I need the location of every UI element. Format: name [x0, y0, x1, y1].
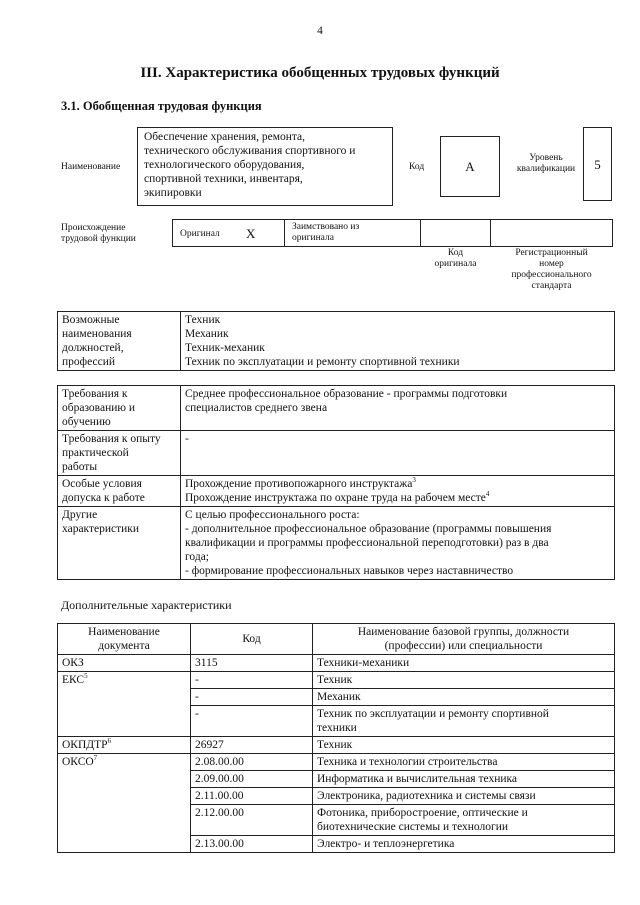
- table-row: [58, 672, 615, 689]
- reg-number-label: Регистрационный номер профессионального стандарта: [511, 248, 592, 291]
- level-label: Уровень квалификации: [516, 153, 576, 174]
- name-cell: Техник: [313, 737, 615, 754]
- name-cell: Техники-механики: [313, 655, 615, 672]
- code-label: Код: [409, 162, 425, 172]
- other-label: Другие характеристики: [58, 507, 181, 580]
- table-row: [58, 754, 615, 771]
- reg-number-cell: [490, 219, 613, 247]
- section-title: III. Характеристика обобщенных трудовых функций: [140, 65, 500, 81]
- code-cell: 2.11.00.00: [191, 788, 313, 805]
- experience-values: -: [181, 431, 615, 476]
- subsection-title: 3.1. Обобщенная трудовая функция: [61, 99, 262, 113]
- original-label: Оригинал: [180, 229, 220, 239]
- name-cell: Информатика и вычислительная техника: [313, 771, 615, 788]
- positions-row: [58, 312, 615, 371]
- code-original-label: Код оригинала: [434, 248, 477, 269]
- education-label: Требования к образованию и обучению: [58, 386, 181, 431]
- table-header-row: [58, 624, 615, 655]
- positions-table: [57, 311, 615, 371]
- header-name: Наименование базовой группы, должности (профессии) или специальности: [313, 624, 615, 655]
- table-row: [58, 476, 615, 507]
- name-cell: Техник: [313, 672, 615, 689]
- doc-cell: ЕКС$^5$: [58, 672, 191, 737]
- code-cell: 2.12.00.00: [191, 805, 313, 836]
- table-row: [58, 431, 615, 476]
- code-cell: 2.09.00.00: [191, 771, 313, 788]
- header-doc: Наименование документа: [58, 624, 191, 655]
- footnote-ref: 3: [412, 476, 416, 485]
- table-row: [58, 655, 615, 672]
- experience-label: Требования к опыту практической работы: [58, 431, 181, 476]
- positions-values: Техник Механик Техник-механик Техник по эксплуатации и ремонту спортивной техники: [181, 312, 615, 371]
- name-value: Обеспечение хранения, ремонта, технического обслуживания спортивного и технологического оборудования, спортивной техники, инвентаря, экипировки: [144, 131, 356, 199]
- name-cell: Механик: [313, 689, 615, 706]
- table-row: [58, 386, 615, 431]
- name-cell: Техник по эксплуатации и ремонту спортивной техники: [313, 706, 615, 737]
- table-row: [58, 507, 615, 580]
- borrowed-label: Заимствовано из оригинала: [292, 222, 360, 243]
- level-value: 5: [594, 157, 601, 172]
- additional-title: Дополнительные характеристики: [61, 598, 232, 612]
- code-cell: -: [191, 672, 313, 689]
- original-mark: X: [246, 226, 256, 241]
- admission-label: Особые условия допуска к работе: [58, 476, 181, 507]
- name-cell: Электро- и теплоэнергетика: [313, 836, 615, 853]
- admission-values: Прохождение противопожарного инструктажа$^3$ Прохождение инструктажа по охране труда на рабочем месте$^4$: [181, 476, 615, 507]
- code-cell: -: [191, 706, 313, 737]
- footnote-ref: 4: [485, 490, 490, 499]
- doc-cell: ОКПДТР$^6$: [58, 737, 191, 754]
- additional-table: [57, 623, 615, 853]
- origin-label: Происхождение трудовой функции: [61, 223, 136, 244]
- doc-cell: ОКЗ: [58, 655, 191, 672]
- name-cell: Электроника, радиотехника и системы связи: [313, 788, 615, 805]
- code-cell: 3115: [191, 655, 313, 672]
- doc-cell: ОКСО$^7$: [58, 754, 191, 853]
- table-row: [58, 737, 615, 754]
- name-cell: Фотоника, приборостроение, оптические и биотехнические системы и технологии: [313, 805, 615, 836]
- education-values: Среднее профессиональное образование - программы подготовки специалистов среднего звена: [181, 386, 615, 431]
- requirements-table: [57, 385, 615, 580]
- positions-label: Возможные наименования должностей, профессий: [58, 312, 181, 371]
- code-value: А: [465, 159, 475, 174]
- header-code: Код: [191, 624, 313, 655]
- code-cell: 2.08.00.00: [191, 754, 313, 771]
- code-cell: 2.13.00.00: [191, 836, 313, 853]
- code-original-cell: [420, 219, 491, 247]
- other-values: С целью профессионального роста: - дополнительное профессиональное образование (программы повышения квалификации и программы профессиональной переподготовки) раз в два года; - формирование профессиональных навыков через наставничество: [181, 507, 615, 580]
- name-cell: Техника и технологии строительства: [313, 754, 615, 771]
- code-cell: -: [191, 689, 313, 706]
- name-label: Наименование: [61, 162, 121, 172]
- code-cell: 26927: [191, 737, 313, 754]
- page-number: 4: [317, 25, 323, 37]
